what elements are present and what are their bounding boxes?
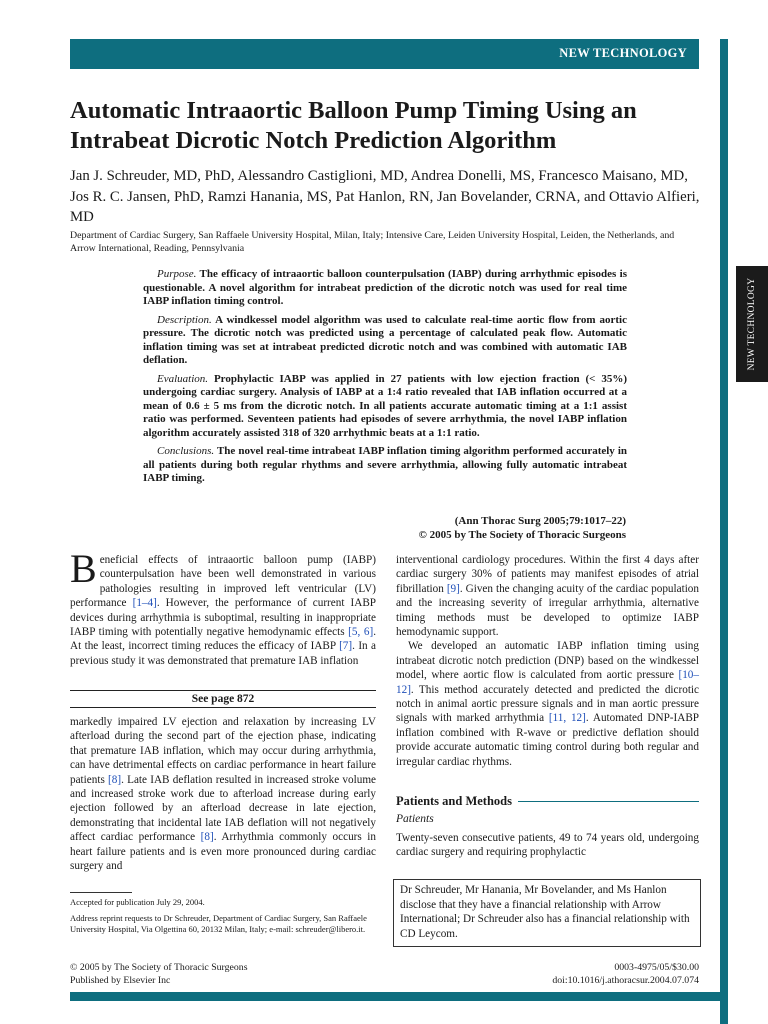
footer-publisher: Published by Elsevier Inc [70,974,171,986]
paragraph [396,639,699,769]
author-list: Jan J. Schreuder, MD, PhD, Alessandro Castiglioni, MD, Andrea Donelli, MS, Francesco Maisano, MD, Jos R. C. Jansen, PhD, Ramzi Hanania, MS, Pat Hanlon, RN, Jan Bovelander, CRNA, and Ottavio Alfieri, MD [70,168,700,225]
text-run: . Arrhythmia commonly occurs in heart failure patients and is even more pronounced during cardiac surgery and [70,831,376,873]
paragraph [70,715,376,873]
text-run: interventional cardiology procedures. Within the first 4 days after cardiac surgery 30% of patients may manifest episodes of atrial fibrillation [396,554,699,595]
abstract-conclusions [143,445,627,486]
abstract-evaluation [143,373,627,441]
abstract-text: The novel real-time intrabeat IABP inflation timing algorithm performed accurately in all patients during both regular rhythms and severe arrhythmia, allowing fully automatic intrabeat IABP timing. [143,445,627,484]
abstract-heading: Description. [157,313,212,326]
text-run: eneficial effects of intraaortic balloon pump (IABP) counterpulsation have been well demonstrated in various pathologies resulting in improved left ventricular (LV) performance [70,554,376,610]
paragraph [70,546,376,668]
paragraph [396,553,699,639]
abstract-heading: Purpose. [157,268,197,280]
footer-copyright: © 2005 by The Society of Thoracic Surgeons [70,962,248,973]
abstract-text: The efficacy of intraaortic balloon counterpulsation (IABP) during arrhythmic episodes is questionable. A novel algorithm for intrabeat prediction of the dicrotic notch was used for real time IABP inflation timing control. [143,268,627,307]
text-run: . Automated DNP-IABP inflation combined with R-wave or predictive deflation should provide accurate automatic timing control during both regular and irregular cardiac rhythms. [396,712,699,768]
reference-link[interactable]: [9] [446,582,460,595]
footer-doi: doi:10.1016/j.athoracsur.2004.07.074 [552,974,699,986]
footer-issn: 0003-4975/05/$30.00 [614,962,699,973]
see-page-box: See page 872 [70,690,376,708]
text-run: . Late IAB deflation resulted in increased stroke volume and increased stroke work due to afterload increase during early ejection followed by an afterload decrease in late ejection, demonstrating that incidental late IAB deflation will not negatively affect cardiac performance [70,773,376,844]
section-title: Patients and Methods [396,794,512,808]
footer-publisher-info [70,962,248,987]
text-run: We developed an automatic IABP inflation timing using intrabeat dicrotic notch prediction (DNP) based on the windkessel model, where aortic flow is calculated from aortic pressure [396,640,699,682]
reference-link[interactable]: [5, 6] [348,626,374,639]
body-right [396,553,699,769]
text-run: . At the least, incorrect timing reduces the efficacy of IABP [70,626,376,653]
article-title: Automatic Intraaortic Balloon Pump Timing Using an Intrabeat Dicrotic Notch Prediction Algorithm [70,97,637,154]
journal-citation: (Ann Thorac Surg 2005;79:1017–22) [454,515,626,527]
disclosure-box: Dr Schreuder, Mr Hanania, Mr Bovelander, and Ms Hanlon disclose that they have a financial relationship with Arrow International; Dr Schreuder also has a financial relationship with CD Leycom. [393,879,701,947]
reference-link[interactable]: [10–12] [396,669,699,696]
text-run: markedly impaired LV ejection and relaxation by increasing LV afterload during the second part of the ejection phase, indicating that premature IAB inflation, which may occur during arrhythmia, can have detrimental effects on cardiac performance in heart failure patients [70,716,376,786]
footer-identifiers [552,962,699,987]
section-heading [396,794,699,809]
subsection-heading: Patients [396,813,434,825]
reference-link[interactable]: [1–4] [132,597,157,610]
section-header-bar [70,39,699,69]
reference-link[interactable]: [8] [108,773,122,786]
reference-link[interactable]: [7] [339,640,353,653]
abstract-description [143,314,627,368]
citation [370,515,626,542]
abstract-text: A windkessel model algorithm was used to calculate real-time aortic flow from aortic pressure. The dicrotic notch was predicted using a percentage of calculated peak flow. Automatic inflation timing was set at intrabeat predicted dicrotic notch and was combined with automatic IAB deflation. [143,313,627,366]
abstract-text: Prophylactic IABP was applied in 27 patients with low ejection fraction (< 35%) undergoing cardiac surgery. Analysis of IABP at a 1:4 ratio revealed that IAB inflation occurred at a mean of 0.6 ± 5 ms from the dicrotic notch. In all patients accurate automatic timing at a 1:1 assist ratio was performed. Seventeen patients had episodes of severe arrhythmia, the novel IABP inflation algorithm accurately assisted 318 of 320 arrhythmic beats at a 1:1 ratio. [143,372,627,439]
reference-link[interactable]: [8] [200,831,214,844]
body-left-intro [70,546,376,668]
affiliation: Department of Cardiac Surgery, San Raffaele University Hospital, Milan, Italy; Intensive Care, Leiden University Hospital, Leiden, the Netherlands, and Arrow International, Reading, Pennsylvania [70,230,675,254]
body-left-continued [70,715,376,873]
text-run: . Given the changing acuity of the cardiac population and the increasing severity of irregular arrhythmia, alternative timing methods must be developed to optimize IABP hemodynamic support. [396,582,699,639]
side-tab-label: NEW TECHNOLOGY [747,277,757,371]
abstract-purpose [143,268,627,309]
drop-cap: B [70,546,97,591]
footnote-divider [70,892,132,893]
text-run: . This method accurately detected and predicted the dicrotic notch in animal aortic pressure signals and in man aortic pressure signals with marked arrhythmia [396,683,699,725]
abstract-heading: Evaluation. [157,372,209,385]
abstract [143,268,627,491]
bottom-accent-rule [70,992,728,1001]
abstract-copyright: © 2005 by The Society of Thoracic Surgeons [418,528,626,541]
section-rule [518,801,699,802]
paragraph: Twenty-seven consecutive patients, 49 to 74 years old, undergoing cardiac surgery and requiring prophylactic [396,832,699,859]
reference-link[interactable]: [11, 12] [548,712,586,725]
text-run: . In a previous study it was demonstrated that premature IAB inflation [70,640,376,667]
text-run: . However, the performance of current IABP devices during arrhythmia is suboptimal, resulting in inappropriate IABP timing with potentially negative hemodynamic effects [70,597,376,639]
right-accent-rule [720,39,728,1024]
reprint-note: Address reprint requests to Dr Schreuder, Department of Cardiac Surgery, San Raffaele University Hospital, Via Olgettina 60, 20132 Milan, Italy; e-mail: schreuder@libero.it. [70,913,367,934]
abstract-heading: Conclusions. [157,445,215,457]
section-label: NEW TECHNOLOGY [559,46,687,60]
side-section-tab [736,266,768,382]
accepted-note: Accepted for publication July 29, 2004. [70,897,205,907]
